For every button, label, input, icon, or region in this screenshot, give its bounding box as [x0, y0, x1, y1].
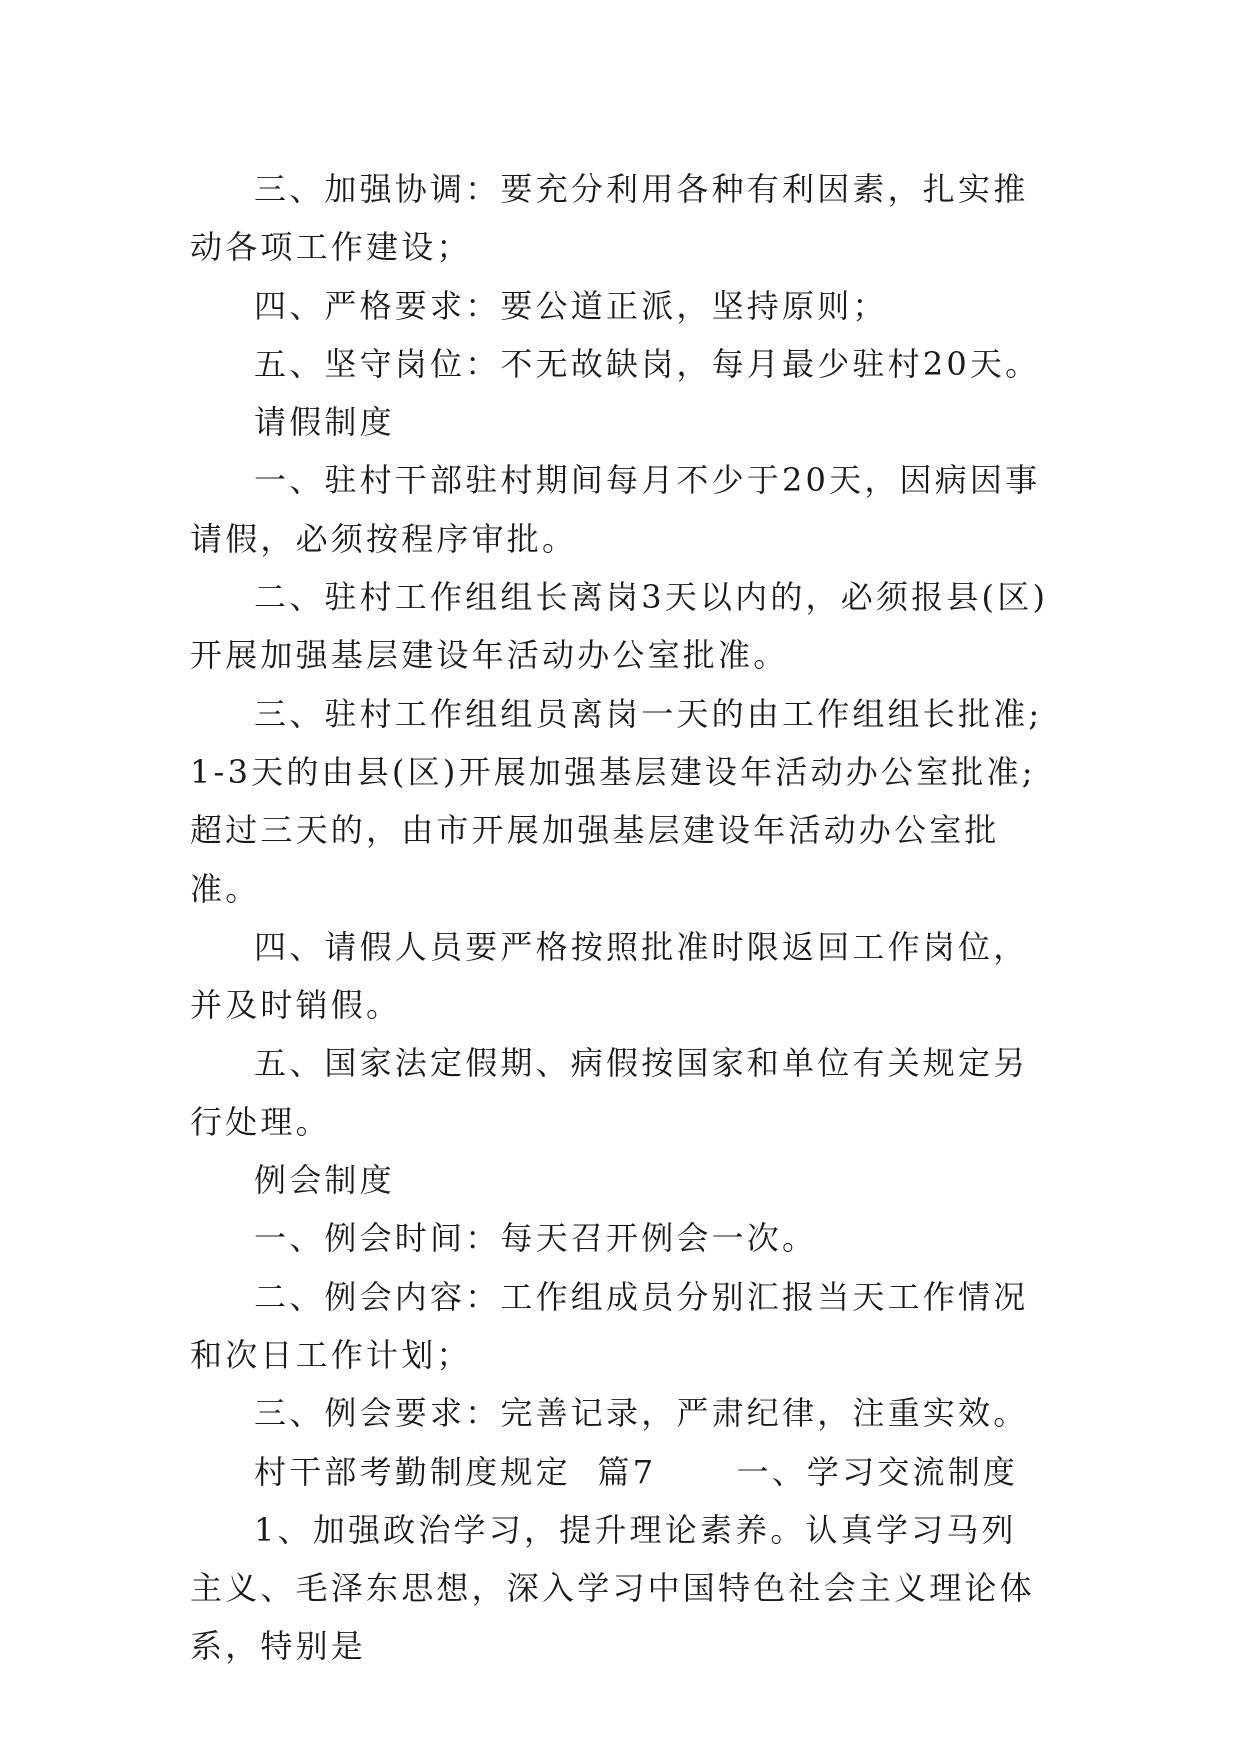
paragraph-stay-at-post: 五、坚守岗位：不无故缺岗，每月最少驻村20天。 — [254, 344, 1041, 383]
paragraph-leave-3: 三、驻村工作组组员离岗一天的由工作组组长批准;1-3天的由县(区)开展加强基层建设年活动办公室批准;超过三天的，由市开展加强基层建设年活动办公室批准。 — [190, 694, 1043, 908]
document-body — [190, 160, 1050, 1676]
paragraph-leave-2: 二、驻村工作组组长离岗3天以内的，必须报县(区)开展加强基层建设年活动办公室批准。 — [190, 578, 1049, 675]
section-heading-meeting-system: 例会制度 — [254, 1161, 395, 1200]
paragraph-leave-1: 一、驻村干部驻村期间每月不少于20天，因病因事请假，必须按程序审批。 — [190, 461, 1041, 558]
paragraph-meeting-3: 三、例会要求：完善记录，严肃纪律，注重实效。 — [254, 1394, 1029, 1433]
paragraph-strict-requirements: 四、严格要求：要公道正派，坚持原则； — [254, 286, 888, 325]
paragraph-meeting-2: 二、例会内容：工作组成员分别汇报当天工作情况和次日工作计划； — [190, 1277, 1029, 1374]
paragraph-leave-5: 五、国家法定假期、病假按国家和单位有关规定另行处理。 — [190, 1044, 1029, 1141]
paragraph-leave-4: 四、请假人员要严格按照批准时限返回工作岗位，并及时销假。 — [190, 927, 1029, 1025]
section-heading-part-7: 村干部考勤制度规定 篇7 一、学习交流制度 — [254, 1452, 1019, 1491]
paragraph-meeting-1: 一、例会时间：每天召开例会一次。 — [254, 1219, 818, 1258]
paragraph-coordination: 三、加强协调：要充分利用各种有利因素，扎实推动各项工作建设； — [190, 170, 1029, 267]
paragraph-study-1: 1、加强政治学习，提升理论素养。认真学习马列主义、毛泽东思想，深入学习中国特色社会主义理论体系，特别是 — [190, 1510, 1035, 1666]
section-heading-leave-system: 请假制度 — [254, 403, 395, 442]
